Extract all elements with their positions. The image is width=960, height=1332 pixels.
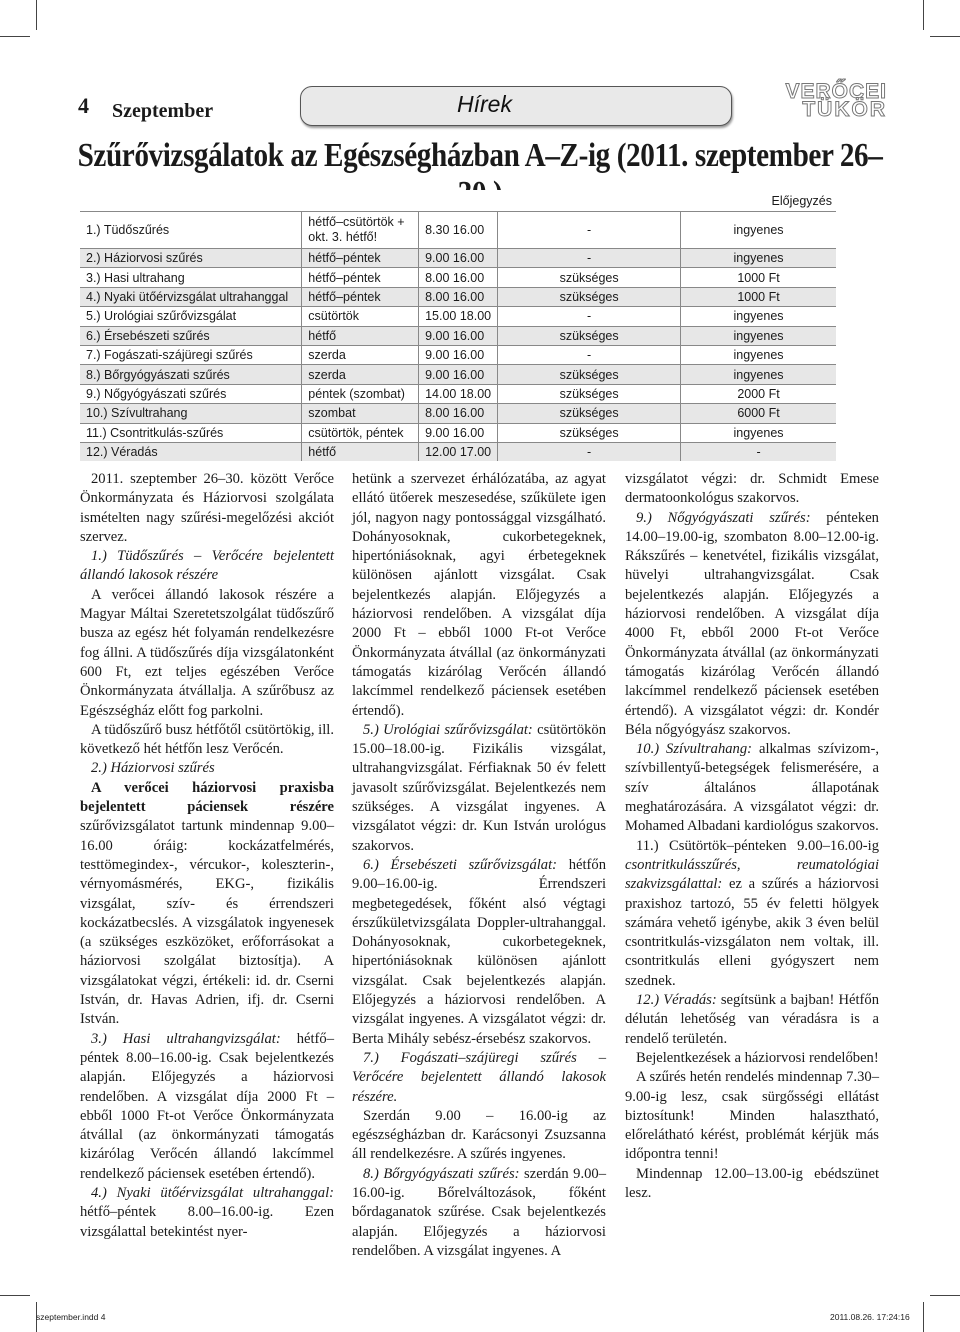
crop-mark (923, 1302, 924, 1332)
table-row (80, 326, 836, 345)
paragraph: 4.) Nyaki ütőérvizsgálat ultrahanggal: hétfő–péntek 8.00–16.00-ig. Ezen vizsgálattal betekintést nyer- (80, 1184, 334, 1240)
cell-time: 9.00 16.00 (419, 365, 498, 384)
paragraph: 12.) Véradás: segítsünk a bajban! Hétfőn délután lehetőség van véradásra is a rendelő területén. (625, 992, 879, 1047)
cell-prereg: szükséges (498, 384, 681, 403)
newspaper-logo (737, 80, 887, 123)
cell-prereg: szükséges (498, 268, 681, 287)
paragraph: 9.) Nőgyógyászati szűrés: pénteken 14.00–19.00-ig, szombaton 8.00–12.00-ig. Rákszűrés – kenetvétel, fizikális vizsgálat, hüvelyi ultrahangvizsgálat. Csak bejelentkezés alapján. Előjegyzés a háziorvosi rendelőben. A vizsgálat díja 4000 Ft, ebből 2000 Ft-ot Verőce Önkormányzata átvállal (az önkormányzati támogatás kizárólag Verőcén állandó lakcímmel rendelkező páciensek esetében értendő). A vizsgálatot végzi: dr. Kondér Béla nőgyógyász szakorvos. (625, 509, 879, 738)
headline: Szűrővizsgálatok az Egészségházban A–Z-ig (2011. szeptember 26– (77, 137, 883, 174)
cell-price: ingyenes (681, 249, 836, 268)
cell-price: ingyenes (681, 307, 836, 326)
crop-mark (0, 36, 30, 37)
paragraph: 10.) Szívultrahang: alkalmas szívizom-, szívbillentyű-betegségek felismerésére, a szív általános állapotának meghatározására. A vizsgálatot végzi: dr. Mohamed Albadani kardiológus szakorvos. (625, 741, 879, 835)
cell-name: 9.) Nőgyógyászati szűrés (80, 384, 302, 403)
cell-days: szerda (302, 365, 419, 384)
article-column-3 (625, 470, 879, 1203)
paragraph-heading: 2.) Háziorvosi szűrés (91, 760, 215, 777)
cell-days: péntek (szombat) (302, 384, 419, 403)
cell-days: hétfő–csütörtök + okt. 3. hétfő! (302, 212, 419, 249)
cell-name: 1.) Tüdőszűrés (80, 212, 302, 249)
cell-time: 15.00 18.00 (419, 307, 498, 326)
paragraph: A szűrés hetén rendelés mindennap 7.30–9.00-ig lesz, csak sürgősségi ellátást biztosítunk! Minden halasztható, előrelátható kérést, problémát kérjük más időpontra tenni! (625, 1069, 879, 1163)
table-row (80, 442, 836, 461)
cell-price: ingyenes (681, 345, 836, 364)
paragraph: A verőcei háziorvosi praxisba bejelentett páciensek részére szűrővizsgálatot tartunk mindennap 9.00–16.00 óráig: kockázatfelmérés, testtömegindex-, vércukor-, koleszterin-, vérnyomásmérés, EKG-, fizikális vizsgálat, szív- és érrendszeri kockázatbecslés. A vizsgálatok ingyenesek (a szükséges eszközöket, erőforrásokat a háziorvosi szolgálat biztosítja). A vizsgálatokat végzi, értékeli: id. dr. Cserni István, dr. Havas Adrien, ifj. dr. Cserni István. (80, 779, 334, 1028)
logo-line2: TÜKÖR (802, 98, 887, 121)
cell-name: 11.) Csontritkulás-szűrés (80, 423, 302, 442)
paragraph: A verőcei állandó lakosok részére a Magyar Máltai Szeretetszolgálat tüdőszűrő busza az egész hét folyamán rendelkezésre fog állni. A tüdőszűrés díja vizsgálatonként 600 Ft, ezt teljes egészében Verőce Önkormányzata átvállalja. A szűrőbusz az Egészségház előtt fog parkolni. (80, 586, 334, 719)
logo-line1: VERŐCEI (785, 80, 887, 103)
paragraph: vizsgálatot végzi: dr. Schmidt Emese dermatoonkológus szakorvos. (625, 471, 879, 507)
cell-price: 6000 Ft (681, 404, 836, 423)
cell-time: 8.30 16.00 (419, 212, 498, 249)
cell-name: 2.) Háziorvosi szűrés (80, 249, 302, 268)
table-row (80, 384, 836, 403)
cell-time: 9.00 16.00 (419, 423, 498, 442)
table-row (80, 345, 836, 364)
table-row (80, 287, 836, 306)
paragraph: 11.) Csütörtök–pénteken 9.00–16.00-ig csontritkulásszűrés, reumatológiai szakvizsgálattal: ez a szűrés a háziorvosi praxishoz tartozó, 55 év feletti hölgyek számára vehető igénybe, akik 3 éven belül csontritkulás-vizsgálaton nem voltak, ill. csontritkulás elleni gyógyszert nem szednek. (625, 837, 880, 989)
cell-days: hétfő–péntek (302, 287, 419, 306)
cell-prereg: szükséges (498, 404, 681, 423)
section-tab (300, 86, 732, 126)
preregistration-header: Előjegyzés (498, 190, 836, 212)
cell-days: hétfő–péntek (302, 268, 419, 287)
cell-price: ingyenes (681, 365, 836, 384)
cell-time: 12.00 17.00 (419, 442, 498, 461)
cell-price: 1000 Ft (681, 268, 836, 287)
cell-days: szerda (302, 345, 419, 364)
cell-name: 4.) Nyaki ütőérvizsgálat ultrahanggal (80, 287, 302, 306)
crop-mark (36, 0, 37, 30)
footer-filename: szeptember.indd 4 (36, 1312, 106, 1322)
cell-name: 3.) Hasi ultrahang (80, 268, 302, 287)
cell-price: ingyenes (681, 326, 836, 345)
paragraph: Szerdán 9.00 – 16.00-ig az egészségházban dr. Karácsonyi Zsuzsanna áll rendelkezésre. A szűrés ingyenes. (352, 1107, 606, 1163)
table-row (80, 212, 836, 249)
cell-days: hétfő (302, 442, 419, 461)
cell-time: 9.00 16.00 (419, 249, 498, 268)
cell-time: 14.00 18.00 (419, 384, 498, 403)
cell-name: 12.) Véradás (80, 442, 302, 461)
cell-prereg: - (498, 249, 681, 268)
table-row (80, 307, 836, 326)
cell-name: 7.) Fogászati-szájüregi szűrés (80, 345, 302, 364)
cell-prereg: - (498, 307, 681, 326)
cell-price: 2000 Ft (681, 384, 836, 403)
cell-prereg: - (498, 442, 681, 461)
cell-prereg: szükséges (498, 423, 681, 442)
paragraph: A tüdőszűrő busz hétfőtől csütörtökig, ill. következő hét hétfőn lesz Verőcén. (80, 721, 334, 758)
cell-days: csütörtök, péntek (302, 423, 419, 442)
paragraph: hetünk a szervezet érhálózatába, az agyat ellátó ütőerek meszesedése, szűkülete igen jól, nagyon nagy pontossággal vizsgálható. Dohányosoknak, cukorbetegeknek, hipertóniásoknak, agyi érbetegeknek különösen ajánlott vizsgálat. Csak bejelentkezés alapján. Előjegyzés a háziorvosi rendelőben. A vizsgálat díja 2000 Ft – ebből 1000 Ft-ot Verőce Önkormányzata átvállal (az önkormányzati támogatás kizárólag Verőcén állandó lakcímmel rendelkező páciensek esetében értendő). (352, 471, 606, 719)
cell-name: 5.) Urológiai szűrővizsgálat (80, 307, 302, 326)
article-column-2 (352, 470, 606, 1261)
footer-timestamp: 2011.08.26. 17:24:16 (830, 1312, 910, 1322)
cell-days: szombat (302, 404, 419, 423)
cell-name: 6.) Érsebészeti szűrés (80, 326, 302, 345)
section-month: Szeptember (112, 100, 214, 122)
cell-name: 8.) Bőrgyógyászati szűrés (80, 365, 302, 384)
cell-time: 9.00 16.00 (419, 345, 498, 364)
table-row (80, 404, 836, 423)
crop-mark (930, 1295, 960, 1296)
paragraph-heading: 1.) Tüdőszűrés – Verőcére bejelentett állandó lakosok részére (80, 548, 334, 584)
screening-table (80, 190, 836, 461)
table-row (80, 423, 836, 442)
crop-mark (0, 1295, 30, 1296)
page-number: 4 (78, 93, 89, 118)
section-title: Hírek (457, 91, 512, 117)
cell-prereg: - (498, 345, 681, 364)
cell-name: 10.) Szívultrahang (80, 404, 302, 423)
cell-price: ingyenes (681, 423, 836, 442)
paragraph: Bejelentkezések a háziorvosi rendelőben! (636, 1049, 879, 1066)
paragraph: 8.) Bőrgyógyászati szűrés: szerdán 9.00–16.00-ig. Bőrelváltozások, főként bőrdaganatok szűrése. Csak bejelentkezés alapján. Előjegyzés a háziorvosi rendelőben. A vizsgálat ingyenes. A (352, 1165, 606, 1259)
paragraph-heading: 7.) Fogászati–szájüregi szűrés – Verőcére bejelentett állandó lakosok részére. (352, 1049, 606, 1105)
crop-mark (923, 0, 924, 30)
table-row (80, 249, 836, 268)
paragraph: 3.) Hasi ultrahangvizsgálat: hétfő–péntek 8.00–16.00-ig. Csak bejelentkezés alapján. Előjegyzés a háziorvosi rendelőben. A vizsgálat díja 2000 Ft – ebből 1000 Ft-ot Verőce Önkormányzata átvállal (az önkormányzati támogatás kizárólag Verőcén állandó lakcímmel rendelkező páciensek esetében értendő). (80, 1030, 334, 1182)
table-row (80, 365, 836, 384)
cell-price: ingyenes (681, 212, 836, 249)
cell-prereg: szükséges (498, 365, 681, 384)
cell-prereg: szükséges (498, 287, 681, 306)
cell-prereg: - (498, 212, 681, 249)
cell-time: 8.00 16.00 (419, 287, 498, 306)
cell-days: csütörtök (302, 307, 419, 326)
cell-price: - (681, 442, 836, 461)
cell-price: 1000 Ft (681, 287, 836, 306)
paragraph: 6.) Érsebészeti szűrővizsgálat: hétfőn 9.00–16.00-ig. Érrendszeri megbetegedések, főként alsó végtagi érszűkületvizsgálata Doppler-ultrahanggal. Dohányosoknak, cukorbetegeknek, hipertóniásoknak különösen ajánlott vizsgálat. Csak bejelentkezés alapján. Előjegyzés a háziorvosi rendelőben. A vizsgálat ingyenes. A vizsgálatot végzi: dr. Berta Mihály sebész-érsebész szakorvos. (352, 856, 606, 1047)
paragraph: 2011. szeptember 26–30. között Verőce Önkormányzata és Háziorvosi szolgálata ismételten nagy szűrési-megelőzési akciót szervez. (80, 471, 334, 545)
paragraph: 5.) Urológiai szűrővizsgálat: csütörtökön 15.00–18.00-ig. Fizikális vizsgálat, ultrahangvizsgálat. Férfiaknak 50 év felett javasolt szűrővizsgálat. Bejelentkezés nem szükséges. A vizsgálat ingyenes. A vizsgálatot végzi: dr. Kun István urológus szakorvos. (352, 721, 607, 854)
cell-days: hétfő–péntek (302, 249, 419, 268)
cell-days: hétfő (302, 326, 419, 345)
table-header-row (80, 190, 836, 212)
paragraph: Mindennap 12.00–13.00-ig ebédszünet lesz. (625, 1165, 879, 1201)
table-row (80, 268, 836, 287)
article-column-1 (80, 470, 334, 1242)
cell-time: 8.00 16.00 (419, 268, 498, 287)
cell-time: 8.00 16.00 (419, 404, 498, 423)
cell-prereg: szükséges (498, 326, 681, 345)
crop-mark (930, 36, 960, 37)
cell-time: 9.00 16.00 (419, 326, 498, 345)
